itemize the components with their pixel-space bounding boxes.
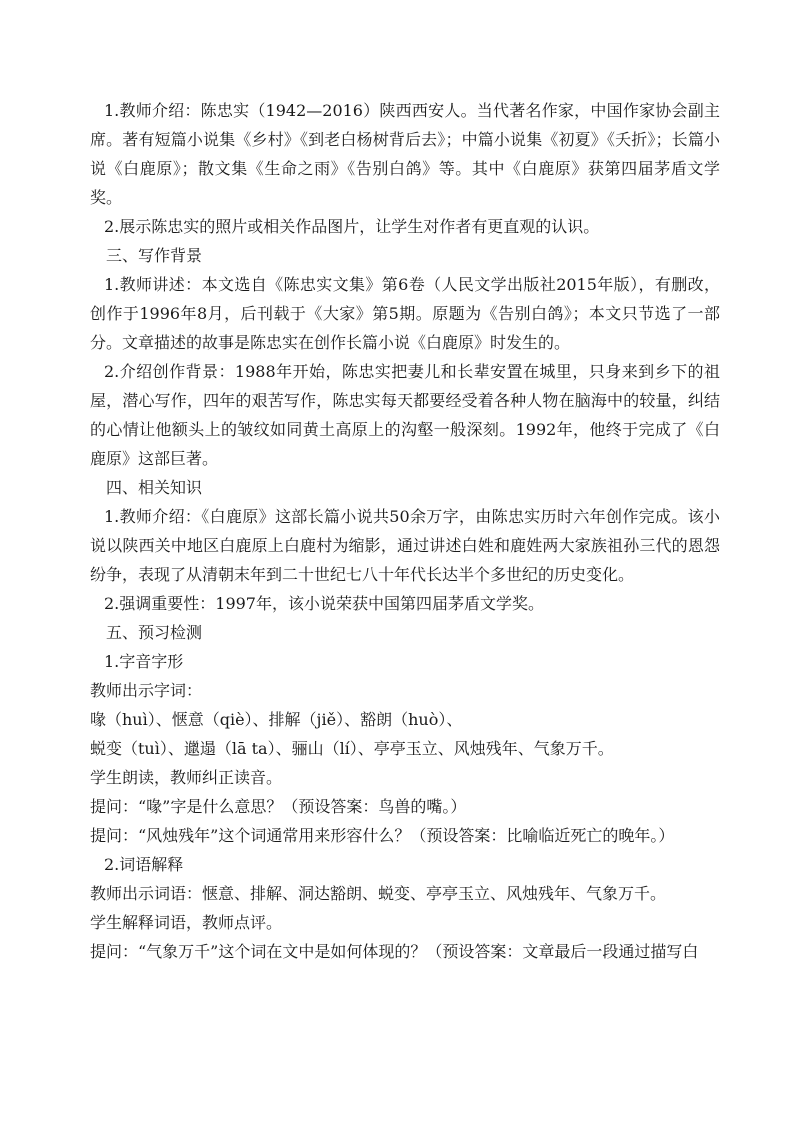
- section-heading-preview-check: 五、预习检测: [106, 623, 203, 642]
- subheading-pronunciation: 1.字音字形: [104, 652, 184, 671]
- section-heading-related-knowledge: 四、相关知识: [106, 478, 203, 497]
- paragraph-question-qixiang: 提问：“气象万千”这个词在文中是如何体现的？（预设答案：文章最后一段通过描写白: [90, 942, 699, 961]
- paragraph-students-explain: 学生解释词语，教师点评。: [90, 913, 283, 932]
- paragraph-question-hui: 提问：“喙”字是什么意思？（预设答案：鸟兽的嘴。）: [90, 797, 467, 816]
- paragraph-word-list-1: 喙（huì）、惬意（qiè）、排解（jiě）、豁朗（huò）、: [90, 710, 463, 729]
- paragraph-creation-background: 2.介绍创作背景：1988年开始，陈忠实把妻儿和长辈安置在城里，只身来到乡下的祖屋，潜心写作，四年的艰苦写作，陈忠实每天都要经受着各种人物在脑海中的较量，纠结的心情让他额头上的皱纹如同黄土高原上的沟壑一般深刻。1992年，他终于完成了《白鹿原》这部巨著。: [90, 362, 720, 468]
- section-heading-writing-background: 三、写作背景: [106, 246, 203, 265]
- paragraph-show-photos: 2.展示陈忠实的照片或相关作品图片，让学生对作者有更直观的认识。: [104, 217, 600, 236]
- paragraph-students-read: 学生朗读，教师纠正读音。: [90, 768, 283, 787]
- paragraph-teacher-narration: 1.教师讲述：本文选自《陈忠实文集》第6卷（人民文学出版社2015年版），有删改，创作于1996年8月，后刊载于《大家》第5期。原题为《告别白鸽》；本文只节选了一部分。文章描述的故事是陈忠实在创作长篇小说《白鹿原》时发生的。: [90, 275, 720, 352]
- paragraph-word-list-2: 蜕变（tuì）、邋遢（lā ta）、骊山（lí）、亭亭玉立、风烛残年、气象万千。: [90, 739, 614, 758]
- paragraph-show-words: 教师出示字词：: [90, 681, 203, 700]
- subheading-word-explanation: 2.词语解释: [104, 855, 184, 874]
- paragraph-novel-intro: 1.教师介绍：《白鹿原》这部长篇小说共50余万字，由陈忠实历时六年创作完成。该小说以陕西关中地区白鹿原上白鹿村为缩影，通过讲述白姓和鹿姓两大家族祖孙三代的恩怨纷争，表现了从清朝末年到二十世纪七八十年代长达半个多世纪的历史变化。: [90, 507, 720, 584]
- document-body: [90, 96, 720, 966]
- paragraph-importance: 2.强调重要性：1997年，该小说荣获中国第四届茅盾文学奖。: [104, 594, 544, 613]
- paragraph-author-intro: 1.教师介绍：陈忠实（1942—2016）陕西西安人。当代著名作家，中国作家协会副主席。著有短篇小说集《乡村》《到老白杨树背后去》；中篇小说集《初夏》《夭折》；长篇小说《白鹿原》；散文集《生命之雨》《告别白鸽》等。其中《白鹿原》获第四届茅盾文学奖。: [90, 101, 720, 207]
- paragraph-question-fengzhu: 提问：“风烛残年”这个词通常用来形容什么？（预设答案：比喻临近死亡的晚年。）: [90, 826, 675, 845]
- paragraph-show-vocabulary: 教师出示词语：惬意、排解、洞达豁朗、蜕变、亭亭玉立、风烛残年、气象万千。: [90, 884, 667, 903]
